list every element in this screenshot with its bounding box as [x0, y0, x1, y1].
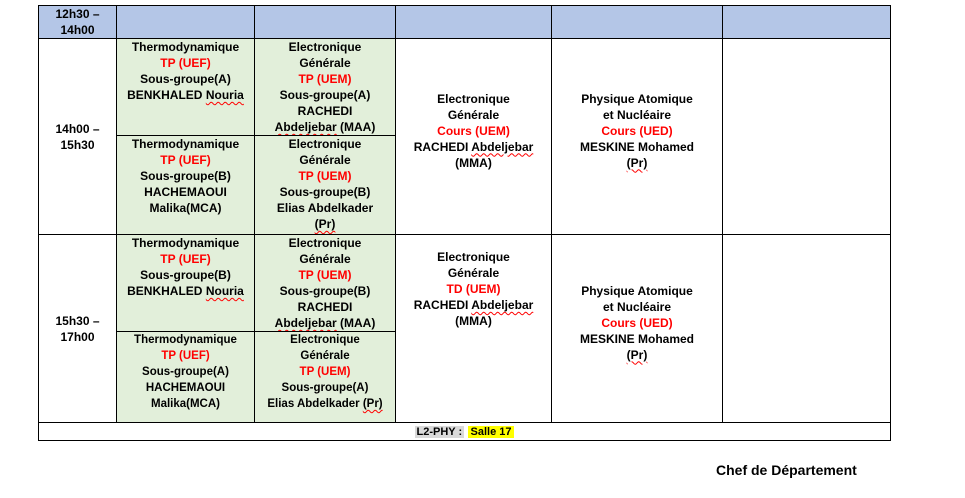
teacher: HACHEMAOUI [145, 382, 226, 394]
course-cell [255, 136, 396, 235]
teacher-rank: (MMA) [455, 314, 492, 328]
group: Sous-groupe(B) [279, 185, 371, 199]
subject: Electronique [437, 91, 510, 106]
empty-cell [255, 6, 396, 39]
teacher: Elias Abdelkader (Pr) [267, 398, 383, 410]
subject: Générale [299, 153, 351, 167]
group: Sous-groupe(A) [142, 366, 229, 378]
course-type: TP (UEM) [298, 169, 352, 183]
class-label: L2-PHY : [416, 425, 463, 438]
teacher: Abdeljebar (MAA) [274, 316, 376, 330]
empty-cell [723, 39, 891, 235]
course-cell [255, 235, 396, 332]
teacher: Abdeljebar (MAA) [274, 120, 376, 134]
subject: et Nucléaire [602, 299, 672, 314]
course-cell [255, 39, 396, 136]
time-label: 14h00 – 15h30 [55, 121, 100, 152]
header-row [39, 6, 891, 39]
empty-cell [723, 6, 891, 39]
course-type: TD (UEM) [446, 282, 501, 296]
teacher: Malika(MCA) [149, 201, 222, 215]
empty-cell [117, 6, 255, 39]
course-cell [396, 39, 552, 235]
teacher-rank: (Pr) [626, 347, 648, 362]
teacher: BENKHALED Nouria [127, 88, 244, 102]
group: Sous-groupe(A) [140, 72, 231, 86]
slot-row [39, 235, 891, 332]
teacher: RACHEDI Abdeljebar [413, 298, 534, 312]
subject: Thermodynamique [131, 137, 240, 151]
footer-row [39, 423, 891, 441]
course-cell [255, 332, 396, 423]
subject: Générale [447, 266, 500, 280]
course-cell [552, 39, 723, 235]
empty-cell [552, 6, 723, 39]
teacher: MESKINE Mohamed [579, 139, 694, 154]
signature-label: Chef de Département [716, 462, 857, 478]
group: Sous-groupe(B) [279, 284, 371, 298]
teacher-rank: (Pr) [626, 155, 648, 170]
subject: Générale [300, 350, 350, 362]
empty-cell [396, 6, 552, 39]
course-type: Cours (UED) [601, 123, 673, 138]
class-footer [39, 423, 891, 441]
teacher: RACHEDI [297, 104, 353, 118]
course-cell [117, 136, 255, 235]
course-type: TP (UEM) [298, 268, 352, 282]
group: Sous-groupe(A) [281, 382, 369, 394]
subject: Physique Atomique [581, 283, 693, 298]
subject: Electronique [288, 236, 362, 250]
time-label: 12h30 – 14h00 [55, 7, 100, 37]
course-type: TP (UEF) [160, 56, 211, 70]
subject: Electronique [288, 40, 362, 54]
time-cell [39, 6, 117, 39]
course-cell [396, 235, 552, 423]
course-type: TP (UEM) [298, 72, 352, 86]
course-type: Cours (UED) [601, 315, 673, 330]
empty-cell [723, 235, 891, 423]
schedule-table [38, 5, 891, 441]
teacher: HACHEMAOUI [144, 185, 227, 199]
course-type: TP (UEF) [160, 252, 211, 266]
subject: Thermodynamique [131, 236, 240, 250]
course-cell [552, 235, 723, 423]
group: Sous-groupe(B) [140, 268, 231, 282]
teacher: Elias Abdelkader [276, 201, 374, 215]
course-cell [117, 235, 255, 332]
course-cell [117, 39, 255, 136]
teacher-rank: (Pr) [314, 217, 336, 231]
subject: Générale [299, 252, 351, 266]
teacher: Malika(MCA) [150, 398, 220, 410]
teacher: RACHEDI Abdeljebar [413, 139, 534, 154]
slot-row [39, 39, 891, 136]
room-label: Salle 17 [468, 426, 515, 438]
time-cell [39, 39, 117, 235]
subject: Physique Atomique [581, 91, 693, 106]
course-type: TP (UEM) [299, 366, 351, 378]
subject: Electronique [290, 334, 360, 346]
teacher-rank: (MMA) [455, 155, 492, 170]
subject: Générale [447, 107, 500, 122]
subject: Thermodynamique [134, 334, 237, 346]
group: Sous-groupe(A) [279, 88, 371, 102]
teacher: RACHEDI [297, 300, 353, 314]
subject: Générale [299, 56, 351, 70]
time-cell [39, 235, 117, 423]
teacher: MESKINE Mohamed [579, 331, 694, 346]
group: Sous-groupe(B) [140, 169, 231, 183]
teacher: BENKHALED Nouria [127, 284, 244, 298]
course-type: Cours (UEM) [437, 123, 510, 138]
course-cell [117, 332, 255, 423]
subject: Electronique [437, 250, 510, 264]
subject: Thermodynamique [131, 40, 240, 54]
course-type: TP (UEF) [160, 153, 211, 167]
subject: et Nucléaire [602, 107, 672, 122]
time-label: 15h30 – 17h00 [55, 313, 100, 344]
course-type: TP (UEF) [161, 350, 210, 362]
subject: Electronique [288, 137, 362, 151]
